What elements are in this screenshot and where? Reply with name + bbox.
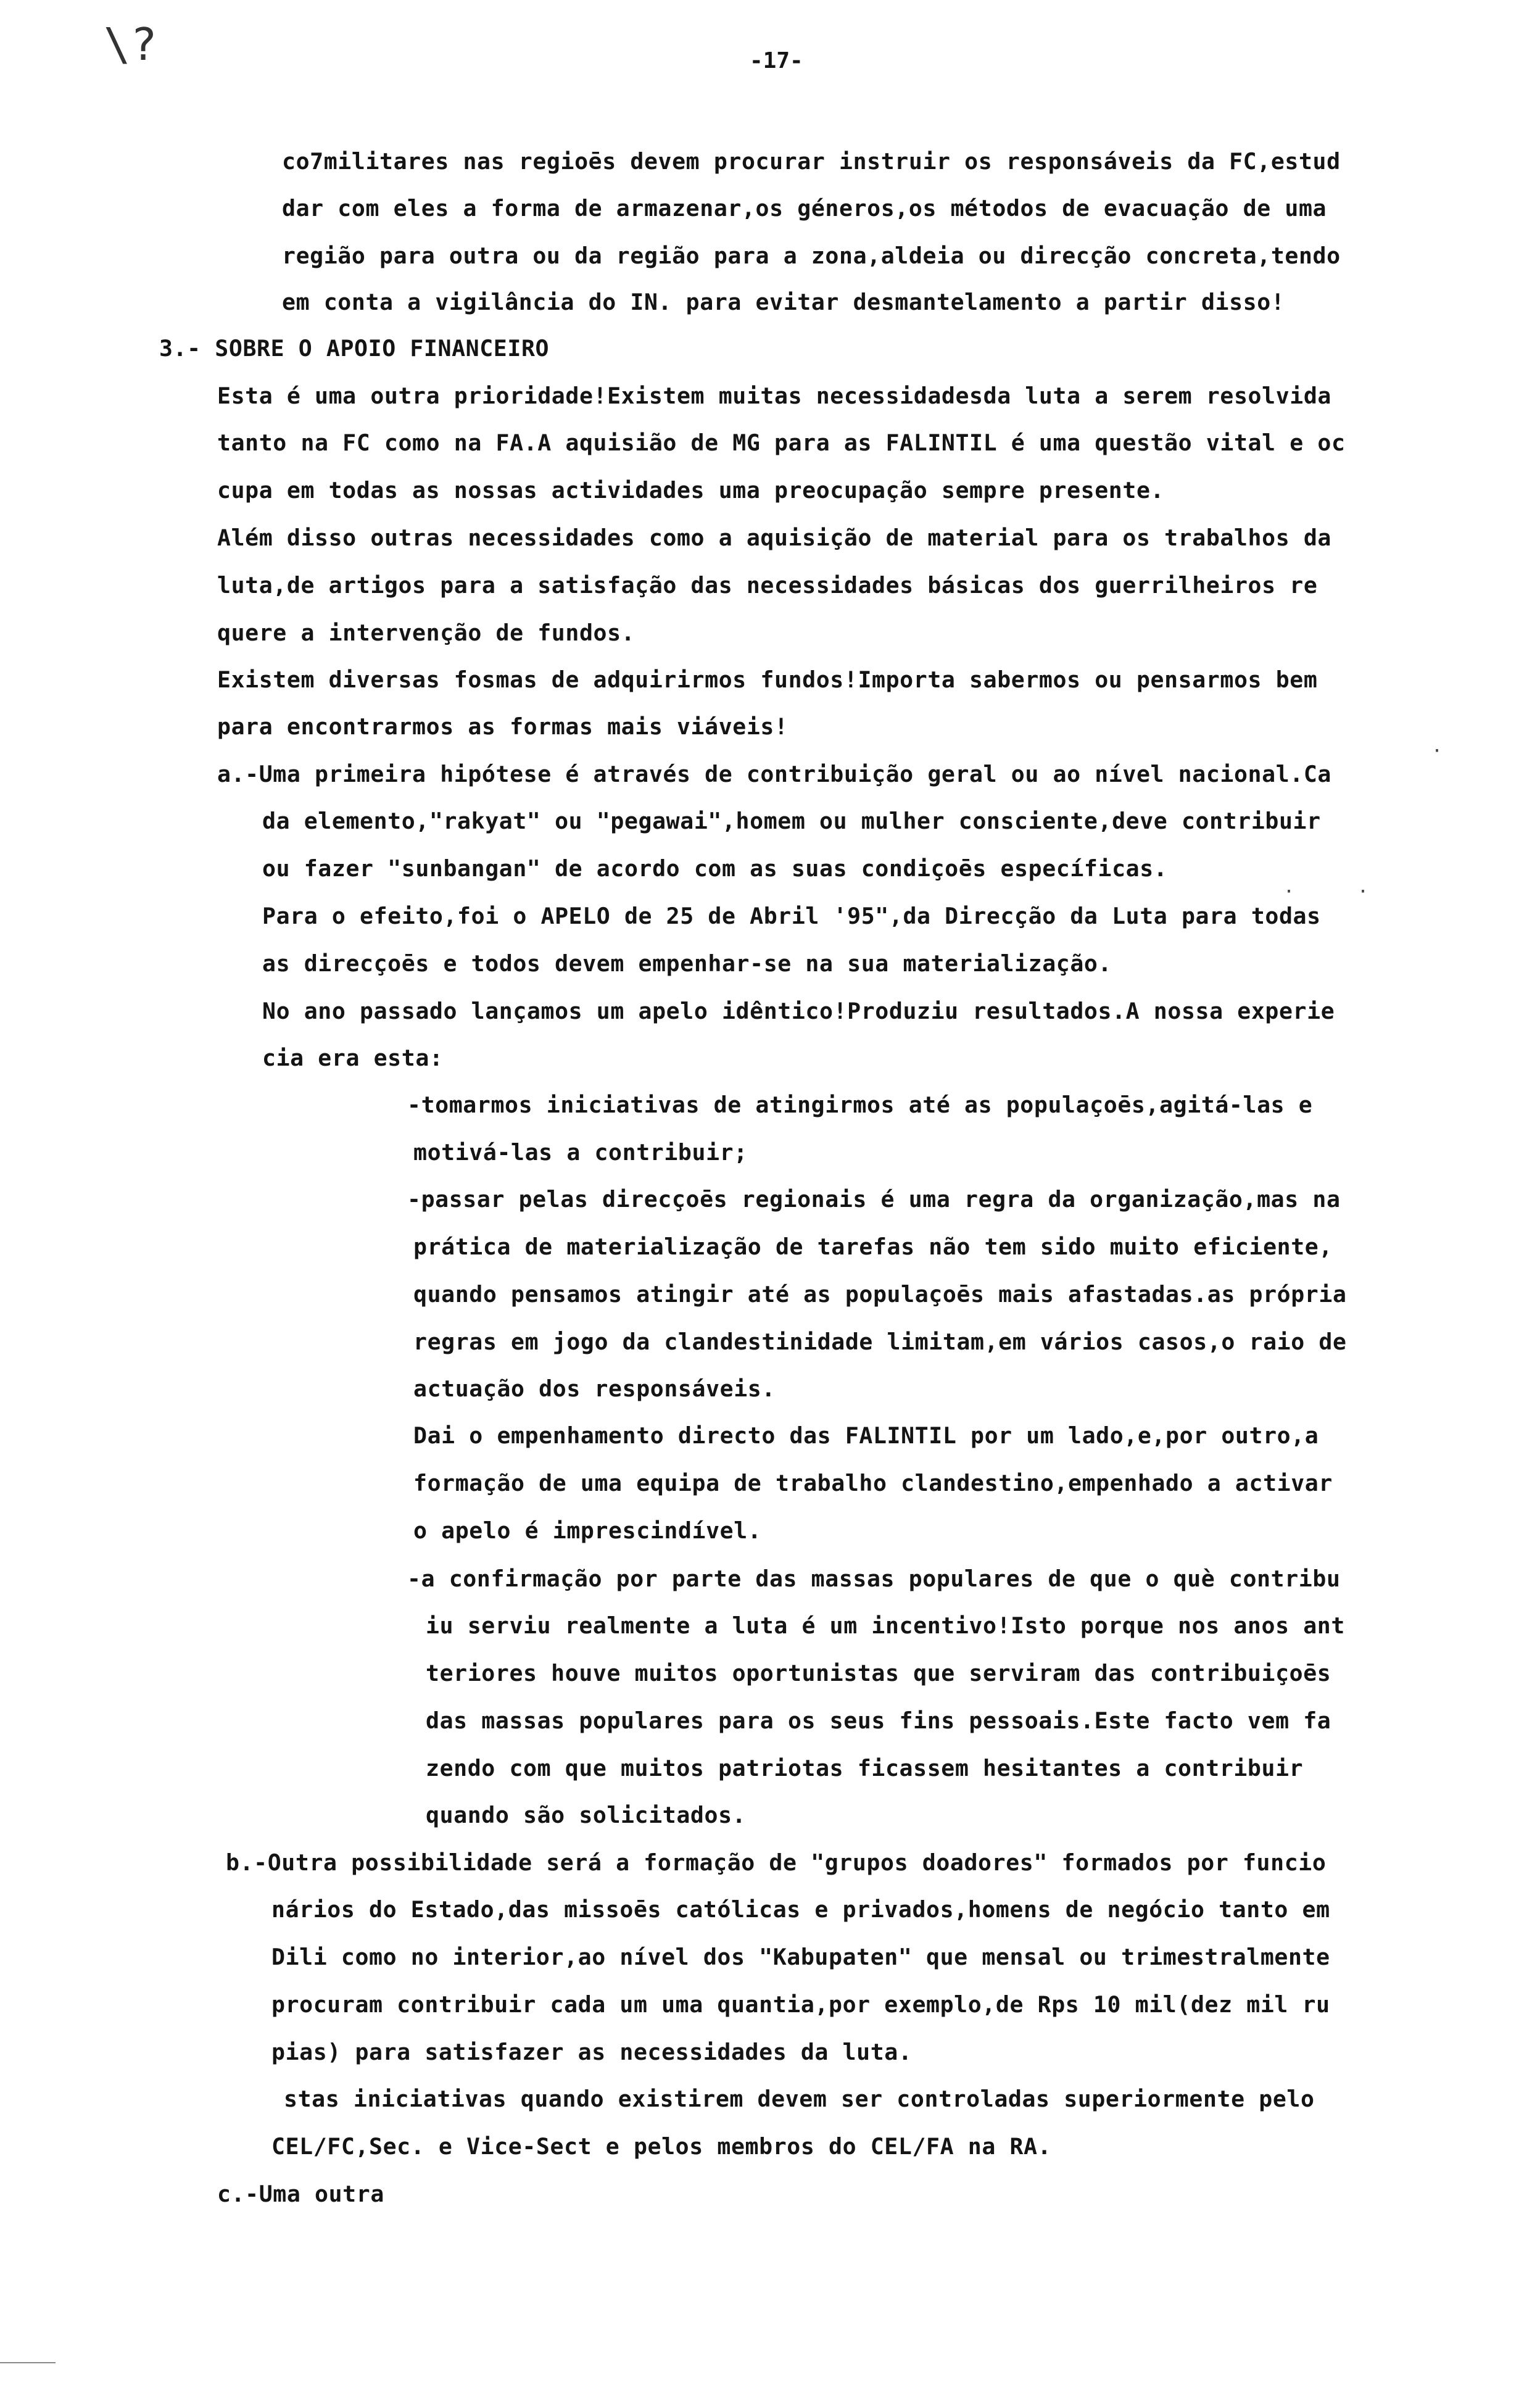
text-line: quere a intervenção de fundos. (217, 620, 635, 646)
text-line: Esta é uma outra prioridade!Existem muitas necessidadesda luta a serem resolvida (217, 383, 1331, 409)
text-line: nários do Estado,das missoēs católicas e privados,homens de negócio tanto em (271, 1896, 1330, 1923)
text-line: o apelo é imprescindível. (413, 1517, 762, 1544)
list-item-c: c.-Uma outra (217, 2181, 384, 2207)
text-line: cia era esta: (262, 1045, 444, 1071)
page-number: -17- (750, 48, 803, 73)
text-line: região para outra ou da região para a zona,aldeia ou direcção concreta,tendo (282, 243, 1341, 269)
text-line: Dai o empenhamento directo das FALINTIL por um lado,e,por outro,a (413, 1422, 1319, 1449)
text-line: para encontrarmos as formas mais viáveis! (217, 713, 789, 740)
speck: · (1431, 740, 1443, 762)
text-line: ou fazer "sunbangan" de acordo com as suas condiçoēs específicas. (262, 855, 1168, 882)
text-line: procuram contribuir cada um uma quantia,por exemplo,de Rps 10 mil(dez mil ru (271, 1991, 1330, 2018)
speck: · (1283, 881, 1295, 903)
text-line: iu serviu realmente a luta é um incentivo!Isto porque nos anos ant (426, 1612, 1345, 1639)
list-item-b: b.-Outra possibilidade será a formação de "grupos doadores" formados por funcio (226, 1849, 1327, 1876)
text-line: Existem diversas fosmas de adquirirmos fundos!Importa sabermos ou pensarmos bem (217, 666, 1318, 693)
text-line: cupa em todas as nossas actividades uma preocupação sempre presente. (217, 477, 1165, 504)
text-line: da elemento,"rakyat" ou "pegawai",homem ou mulher consciente,deve contribuir (262, 808, 1321, 834)
corner-mark: \? (104, 19, 157, 70)
text-line: CEL/FC,Sec. e Vice-Sect e pelos membros do CEL/FA na RA. (271, 2133, 1052, 2160)
text-line: formação de uma equipa de trabalho clandestino,empenhado a activar (413, 1470, 1333, 1496)
text-line: Dili como no interior,ao nível dos "Kabupaten" que mensal ou trimestralmente (271, 1944, 1330, 1970)
text-line: as direcçoēs e todos devem empenhar-se na sua materialização. (262, 950, 1112, 977)
text-line: Para o efeito,foi o APELO de 25 de Abril '95",da Direcção da Luta para todas (262, 903, 1321, 929)
text-line: das massas populares para os seus fins pessoais.Este facto vem fa (426, 1707, 1331, 1734)
text-line: regras em jogo da clandestinidade limitam,em vários casos,o raio de (413, 1329, 1347, 1355)
text-line: Além disso outras necessidades como a aquisição de material para os trabalhos da (217, 524, 1331, 551)
dash-item: -a confirmação por parte das massas populares de que o què contribu (407, 1565, 1341, 1592)
text-line: quando pensamos atingir até as populaçoēs mais afastadas.as própria (413, 1281, 1347, 1308)
text-line: actuação dos responsáveis. (413, 1375, 776, 1402)
text-line: zendo com que muitos patriotas ficassem hesitantes a contribuir (426, 1755, 1304, 1781)
text-line: em conta a vigilância do IN. para evitar desmantelamento a partir disso! (282, 289, 1285, 315)
dash-item: -passar pelas direcçoēs regionais é uma regra da organização,mas na (407, 1186, 1341, 1213)
text-line: prática de materialização de tarefas não tem sido muito eficiente, (413, 1233, 1333, 1260)
dash-item: -tomarmos iniciativas de atingirmos até as populaçoēs,agitá-las e (407, 1092, 1313, 1118)
text-line: quando são solicitados. (426, 1802, 747, 1828)
text-line: motivá-las a contribuir; (413, 1139, 748, 1166)
text-line: pias) para satisfazer as necessidades da luta. (271, 2039, 913, 2065)
text-line: teriores houve muitos oportunistas que serviram das contribuiçoēs (426, 1660, 1331, 1686)
text-line: co7militares nas regioēs devem procurar instruir os responsáveis da FC,estud (282, 148, 1341, 175)
list-item-a: a.-Uma primeira hipótese é através de contribuição geral ou ao nível nacional.Ca (217, 761, 1331, 787)
text-line: luta,de artigos para a satisfação das necessidades básicas dos guerrilheiros re (217, 572, 1318, 599)
speck: · (1357, 881, 1369, 903)
text-line: stas iniciativas quando existirem devem ser controladas superiormente pelo (284, 2086, 1315, 2112)
section-heading: 3.- SOBRE O APOIO FINANCEIRO (159, 335, 550, 362)
text-line: dar com eles a forma de armazenar,os géneros,os métodos de evacuação de uma (282, 195, 1327, 222)
text-line: No ano passado lançamos um apelo idêntico!Produziu resultados.A nossa experie (262, 998, 1335, 1024)
scan-edge (0, 2362, 56, 2363)
text-line: tanto na FC como na FA.A aquisião de MG para as FALINTIL é uma questão vital e oc (217, 429, 1346, 456)
